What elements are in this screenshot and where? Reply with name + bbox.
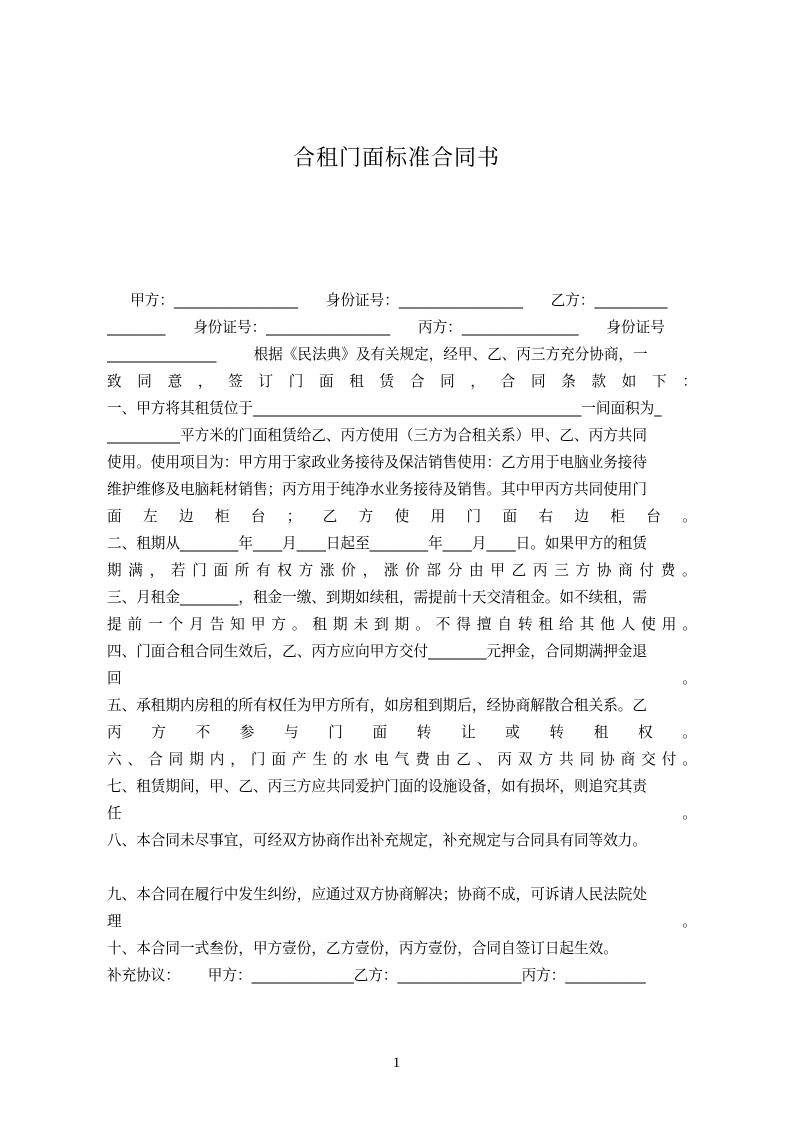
justified-char: 边 [178, 508, 194, 525]
justified-char: 条 [561, 373, 576, 390]
justified-char: 共 [559, 751, 574, 768]
justified-char: 台 [646, 508, 661, 525]
justified-char: 涨 [383, 562, 399, 579]
justified-char: 不 [435, 616, 451, 633]
justified-char: 租 [349, 373, 364, 390]
paragraph-line: 一、甲方将其租赁位于_____________________________________________一间面积为_ [107, 400, 662, 417]
justified-char: 满 [128, 562, 143, 579]
justified-char: 签 [228, 373, 243, 390]
justified-char: 权 [277, 562, 292, 579]
justified-char: 面 [372, 724, 388, 741]
justified-char: 得 [456, 616, 471, 633]
justified-char: 的 [333, 751, 348, 768]
justified-char: 三 [554, 562, 569, 579]
justified-char: 提 [107, 616, 122, 633]
justified-char: 合 [148, 751, 163, 768]
justified-char: 商 [618, 562, 633, 579]
justified-char: 台 [250, 508, 266, 525]
justified-char: 任 [107, 805, 122, 822]
justified-char: 方 [271, 616, 286, 633]
justified-char: 由 [435, 751, 451, 768]
justified-char: 使 [641, 616, 656, 633]
justified-char: 期 [333, 616, 348, 633]
justified-char: 告 [209, 616, 225, 633]
justified-char: 同 [137, 373, 152, 390]
justified-char: 合 [409, 373, 425, 390]
paragraph-line: 二、租期从________年____月____日起至________年____月____日。如果甲方的租赁 [107, 535, 647, 552]
justified-char: 其 [579, 616, 595, 633]
justified-char: 方 [538, 751, 554, 768]
justified-char: 赁 [379, 373, 395, 390]
justified-char: 部 [426, 562, 442, 579]
paragraph-line [107, 720, 697, 746]
paragraph-line: 八、本合同未尽事宜，可经双方协商作出补充规定，补充规定与合同具有同等效力。 [107, 832, 647, 849]
justified-char: 右 [538, 508, 554, 525]
justified-char: 期 [189, 751, 204, 768]
justified-char: ， [470, 373, 485, 390]
justified-char: 付 [639, 562, 655, 579]
signature-line: 补充协议： 甲方：______________乙方：_________________丙方：___________ [107, 967, 646, 984]
justified-char: 租 [593, 724, 609, 741]
paragraph-line [107, 801, 697, 827]
justified-char: 到 [374, 616, 389, 633]
paragraph-line [107, 909, 697, 935]
justified-char: 致 [107, 373, 122, 390]
justified-char: 如 [621, 373, 637, 390]
paragraph-line: ________ 身份证号：_________________ 丙方：________________ 身份证号 [107, 319, 665, 336]
justified-char: 期 [107, 562, 122, 579]
justified-char: 方 [575, 562, 591, 579]
justified-char: 前 [127, 616, 143, 633]
justified-char: ， [230, 751, 245, 768]
justified-char: 理 [107, 913, 122, 930]
justified-char: 、 [127, 751, 143, 768]
justified-char: 门 [192, 562, 207, 579]
justified-char: 同 [579, 751, 595, 768]
paragraph-line [107, 747, 697, 773]
justified-char: 。 [682, 913, 697, 930]
justified-char: 同 [530, 373, 546, 390]
document-title: 合租门面标准合同书 [292, 146, 500, 171]
justified-char: 门 [288, 373, 304, 390]
paragraph-line: 五、承租期内房租的所有权任为甲方所有，如房租到期后，经协商解散合租关系。乙 [107, 697, 647, 714]
justified-char: 。 [291, 616, 307, 633]
justified-char: 自 [497, 616, 512, 633]
justified-char: 订 [258, 373, 274, 390]
justified-char: 方 [358, 508, 374, 525]
justified-char: 价 [341, 562, 356, 579]
justified-char: 乙 [511, 562, 527, 579]
justified-char: 门 [466, 508, 482, 525]
paragraph-line [107, 558, 697, 584]
justified-char: 面 [502, 508, 518, 525]
justified-char: ， [362, 562, 378, 579]
justified-char: 同 [440, 373, 455, 390]
justified-char: 边 [574, 508, 589, 525]
justified-char: 一 [148, 616, 163, 633]
justified-char: 生 [312, 751, 328, 768]
justified-char: 下 [652, 373, 667, 390]
justified-char: 商 [620, 751, 636, 768]
paragraph-line [107, 666, 697, 692]
justified-char: 知 [230, 616, 245, 633]
justified-char: 不 [195, 724, 211, 741]
justified-char: 乙 [456, 751, 471, 768]
paragraph-line: 使用。使用项目为：甲方用于家政业务接待及保洁销售使用：乙方用于电脑业务接待 [107, 454, 647, 471]
justified-char: 电 [374, 751, 389, 768]
justified-char: 交 [641, 751, 656, 768]
justified-char: 乙 [322, 508, 338, 525]
justified-char: 协 [596, 562, 612, 579]
justified-char: 。 [682, 670, 697, 687]
justified-char: 甲 [490, 562, 505, 579]
paragraph-line [107, 369, 697, 395]
justified-char: 内 [209, 751, 225, 768]
justified-char: 费 [415, 751, 430, 768]
justified-char: 擅 [476, 616, 492, 633]
paragraph-line [107, 504, 697, 530]
justified-char: 参 [239, 724, 255, 741]
justified-char: 面 [107, 508, 122, 525]
paragraph-line: 十、本合同一式叁份，甲方壹份，乙方壹份，丙方壹份，合同自签订日起生效。 [107, 940, 618, 957]
justified-char: 丙 [107, 724, 122, 741]
justified-char: 方 [298, 562, 314, 579]
justified-char: 。 [682, 508, 697, 525]
justified-char: 产 [291, 751, 307, 768]
justified-char: 个 [168, 616, 184, 633]
paragraph-line: 七、租赁期间，甲、乙、丙三方应共同爱护门面的设施设备，如有损坏，则追究其责 [107, 778, 647, 795]
paragraph-line: 甲方：_________________ 身份证号：_________________ 乙方：__________ [107, 292, 668, 309]
justified-char: 款 [591, 373, 607, 390]
justified-char: 。 [682, 562, 697, 579]
justified-char: 有 [256, 562, 271, 579]
justified-char: 门 [328, 724, 343, 741]
justified-char: 付 [661, 751, 677, 768]
justified-char: 人 [620, 616, 636, 633]
justified-char: 用 [661, 616, 677, 633]
justified-char: 合 [500, 373, 516, 390]
justified-char: 面 [318, 373, 334, 390]
justified-char: 给 [559, 616, 574, 633]
justified-char: 他 [600, 616, 615, 633]
justified-char: 方 [151, 724, 166, 741]
justified-char: 气 [394, 751, 410, 768]
justified-char: 租 [312, 616, 328, 633]
justified-char: 丙 [532, 562, 548, 579]
paragraph-line: 三、月租金________，租金一缴、到期如续租，需提前十天交清租金。如不续租，需 [107, 589, 647, 606]
justified-char: 面 [271, 751, 286, 768]
justified-char: 。 [682, 724, 697, 741]
justified-char: 未 [353, 616, 369, 633]
justified-char: 价 [405, 562, 420, 579]
justified-char: 水 [353, 751, 369, 768]
justified-char: 或 [505, 724, 520, 741]
paragraph-line: 九、本合同在履行中发生纠纷，应通过双方协商解决；协商不成，可诉请人民法院处 [107, 886, 647, 903]
justified-char: 协 [600, 751, 615, 768]
justified-char: 。 [682, 805, 697, 822]
justified-char: 。 [415, 616, 430, 633]
paragraph-line: _______________ 根据《民法典》及有关规定，经甲、乙、丙三方充分协商，一 [107, 346, 648, 363]
justified-char: 。 [682, 616, 697, 633]
justified-char: 柜 [610, 508, 625, 525]
justified-char: 用 [430, 508, 446, 525]
justified-char: 双 [517, 751, 533, 768]
justified-char: 让 [461, 724, 476, 741]
justified-char: 若 [170, 562, 186, 579]
justified-char: 、 [476, 751, 492, 768]
justified-char: 左 [142, 508, 158, 525]
justified-char: ， [197, 373, 213, 390]
justified-char: 回 [107, 670, 122, 687]
justified-char: 月 [189, 616, 204, 633]
justified-char: 同 [168, 751, 184, 768]
justified-char: 转 [549, 724, 565, 741]
justified-char: 所 [234, 562, 250, 579]
justified-char: 租 [538, 616, 554, 633]
justified-char: 使 [394, 508, 410, 525]
page-number: 1 [392, 1055, 401, 1071]
justified-char: 丙 [497, 751, 512, 768]
justified-char: ， [149, 562, 165, 579]
justified-char: 由 [469, 562, 484, 579]
justified-char: ； [286, 508, 302, 525]
justified-char: ： [682, 373, 697, 390]
justified-char: 意 [167, 373, 183, 390]
justified-char: 。 [682, 751, 697, 768]
justified-char: 权 [638, 724, 653, 741]
paragraph-line: 四、门面合租合同生效后，乙、丙方应向甲方交付________元押金，合同期满押金退 [107, 643, 647, 660]
justified-char: 分 [447, 562, 463, 579]
paragraph-line [107, 612, 697, 638]
justified-char: 涨 [319, 562, 335, 579]
justified-char: 费 [660, 562, 676, 579]
justified-char: 甲 [250, 616, 266, 633]
justified-char: 与 [284, 724, 299, 741]
justified-char: 面 [213, 562, 229, 579]
justified-char: 门 [250, 751, 266, 768]
justified-char: 转 [517, 616, 533, 633]
justified-char: 转 [416, 724, 432, 741]
justified-char: 期 [394, 616, 410, 633]
paragraph-line: __________平方米的门面租赁给乙、丙方使用（三方为合租关系）甲、乙、丙方共同 [107, 427, 647, 444]
paragraph-line: 维护维修及电脑耗材销售；丙方用于纯净水业务接待及销售。其中甲丙方共同使用门 [107, 481, 647, 498]
justified-char: 六 [107, 751, 122, 768]
justified-char: 柜 [214, 508, 230, 525]
